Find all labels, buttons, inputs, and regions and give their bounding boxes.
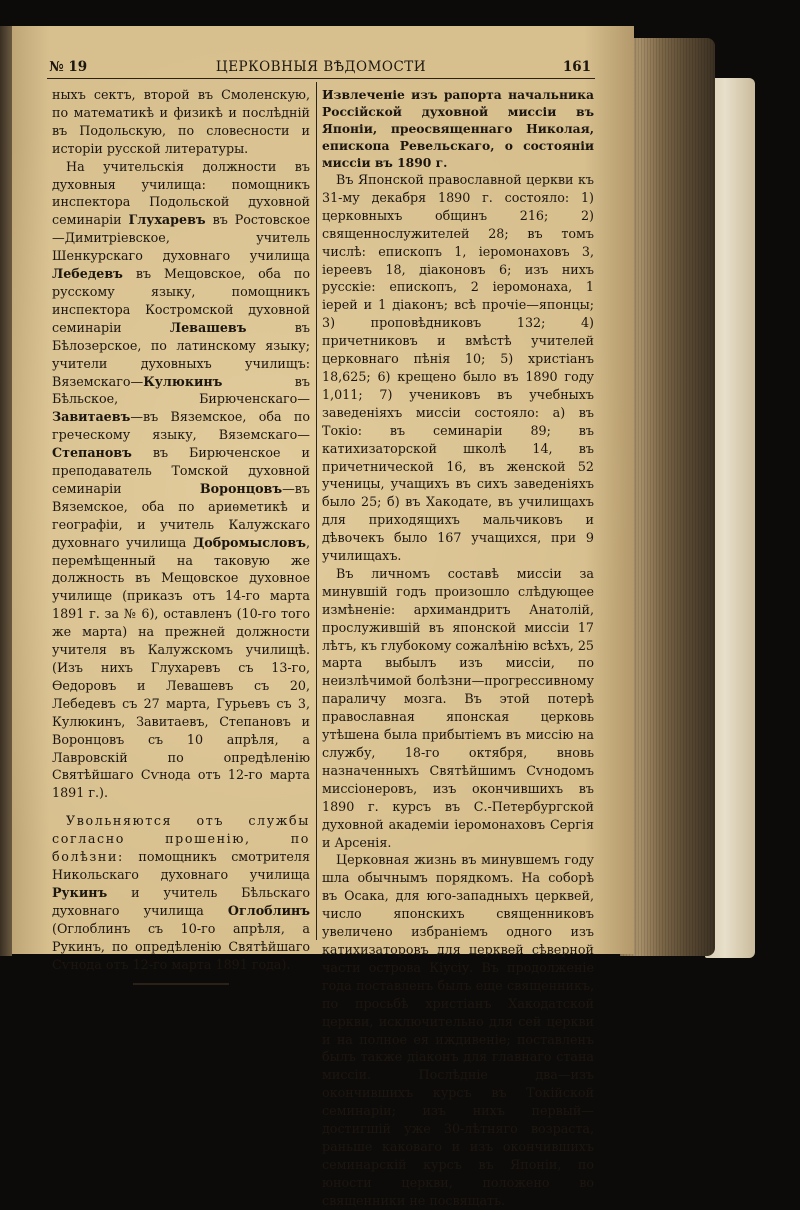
section-end-rule (133, 983, 229, 984)
issue-number: № 19 (49, 59, 88, 75)
person-name: Степановъ (52, 445, 132, 461)
person-name: Завитаевъ (52, 409, 131, 425)
right-column (322, 86, 594, 1210)
paragraph-continuation: ныхъ сектъ, второй въ Смоленскую, по математикѣ и физикѣ и послѣдній въ Подольскую, по словесности и исторіи русской литературы. (52, 87, 310, 156)
book-page (12, 26, 634, 1208)
article-title: Извлеченіе изъ рапорта начальника Россійской духовной миссіи въ Японіи, преосвященнаго Николая, епископа Ревельскаго, о состояніи миссіи въ 1890 г. (322, 87, 594, 170)
person-name: Добромысловъ (192, 534, 306, 550)
left-column (52, 86, 310, 985)
person-name: Лебедевъ (52, 266, 123, 282)
running-header (47, 56, 595, 79)
person-name: Воронцовъ (199, 480, 283, 496)
person-name: Рукинъ (52, 884, 108, 900)
person-name: Оглоблинъ (227, 902, 310, 918)
book-page-edges (620, 38, 715, 956)
person-name: Левашевъ (169, 319, 247, 335)
person-name: Глухаревъ (128, 212, 206, 228)
journal-title: ЦЕРКОВНЫЯ ВѢДОМОСТИ (215, 59, 427, 75)
paragraph-dismissals: Увольняются отъ службы согласно прошенію, по болѣзни: помощникъ смотрителя Никольскаго духовнаго училища Рукинъ и учитель Бѣльскаго духовнаго училища Оглоблинъ (Оглоблинъ съ 10-го апрѣля, а Рукинъ, по опредѣленію Святѣйшаго Сѵнода отъ 12-го марта 1891 года). (52, 813, 310, 972)
person-name: Кулюкинъ (143, 373, 223, 389)
paragraph-statistics: Въ Японской православной церкви къ 31-му декабря 1890 г. состояло: 1) церковныхъ общинъ 216; 2) священнослужителей 28; въ томъ числѣ: епископъ 1, іеромонаховъ 3, іереевъ 18, діаконовъ 6; изъ нихъ русскіе: епископъ, 2 іеромонаха, 1 іерей и 1 діаконъ; всѣ прочіе—японцы; 3) проповѣдниковъ 132; 4) причетниковъ и вмѣстѣ учителей церковнаго пѣнія 10; 5) христіанъ 18,625; 6) крещено было въ 1890 году 1,011; 7) учениковъ въ учебныхъ заведеніяхъ миссіи состояло: а) въ Токіо: въ семинаріи 89; въ катихизаторской школѣ 14, въ причетнической 16, въ женской 52 ученицы, учащихъ въ сихъ заведеніяхъ было 25; б) въ Хакодате, въ училищахъ для приходящихъ мальчиковъ и дѣвочекъ было 167 учащихся, при 9 училищахъ. (322, 172, 594, 564)
column-divider (316, 82, 317, 940)
page-number: 161 (562, 59, 591, 75)
book-spine-left (0, 26, 12, 956)
section-lead: Увольняются отъ службы согласно прошенію, по болѣзни: (52, 813, 310, 865)
paragraph-personnel: Въ личномъ составѣ миссіи за минувшій годъ произошло слѣдующее измѣненіе: архимандритъ Анатолій, прослужившій въ японской миссіи 17 лѣтъ, къ глубокому сожалѣнію всѣхъ, 25 марта выбылъ изъ миссіи, по неизлѣчимой болѣзни—прогрессивному параличу мозга. Въ этой потерѣ православная японская церковь утѣшена была прибытіемъ въ миссію на службу, 18-го октября, вновь назначенныхъ Святѣйшимъ Сѵнодомъ миссіонеровъ, изъ окончившихъ въ 1890 г. курсъ въ С.-Петербургской духовной академіи іеромонаховъ Сергія и Арсенія. (322, 565, 594, 850)
paragraph-appointments: На учительскія должности въ духовныя училища: помощникъ инспектора Подольской духовной семинаріи Глухаревъ въ Ростовское—Димитріевское, учитель Шенкурскаго духовнаго училища Лебедевъ въ Мещовское, оба по русскому языку, помощникъ инспектора Костромской духовной семинаріи Левашевъ въ Бѣлозерское, по латинскому языку; учители духовныхъ училищъ: Вяземскаго—Кулюкинъ въ Бѣльское, Бирюченскаго—Завитаевъ—въ Вяземское, оба по греческому языку, Вяземскаго—Степановъ въ Бирюченское и преподаватель Томской духовной семинаріи Воронцовъ—въ Вяземское, оба по ариѳметикѣ и географіи, и учитель Калужскаго духовнаго училища Добромысловъ, перемѣщенный на таковую же должность въ Мещовское духовное училище (приказъ отъ 14-го марта 1891 г. за № 6), оставленъ (10-го того же марта) на прежней должности учителя въ Калужскомъ училищѣ. (Изъ нихъ Глухаревъ съ 13-го, Ѳедоровъ и Левашевъ съ 20, Лебедевъ съ 27 марта, Гурьевъ съ 3, Кулюкинъ, Завитаевъ, Степановъ и Воронцовъ съ 10 апрѣля, а Лавровскій по опредѣленію Святѣйшаго Сѵнода отъ 12-го марта 1891 г.). (52, 158, 310, 801)
paragraph-church-life: Церковная жизнь въ минувшемъ году шла обычнымъ порядкомъ. На соборѣ въ Осака, для юго-западныхъ церквей, число японскихъ священниковъ увеличено избраніемъ одного изъ катихизаторовъ для церквей сѣверной части острова Кіусіу. Въ продолженіе года поставленъ былъ еще священникъ, по просьбѣ христіанъ Хакодатской церкви, исключительно для сей церкви и на полное ея иждивеніе; поставленъ былъ также діаконъ для главнаго стана миссіи. Послѣдніе два—изъ окончившихъ курсъ въ Токійской семинаріи; изъ нихъ первый—достигшій уже 30-лѣтняго возраста, раньше каковаго и изъ окончившихъ семинарскій курсъ въ Японіи, по юности церкви, положено во священники не посвящать. (322, 852, 594, 1208)
